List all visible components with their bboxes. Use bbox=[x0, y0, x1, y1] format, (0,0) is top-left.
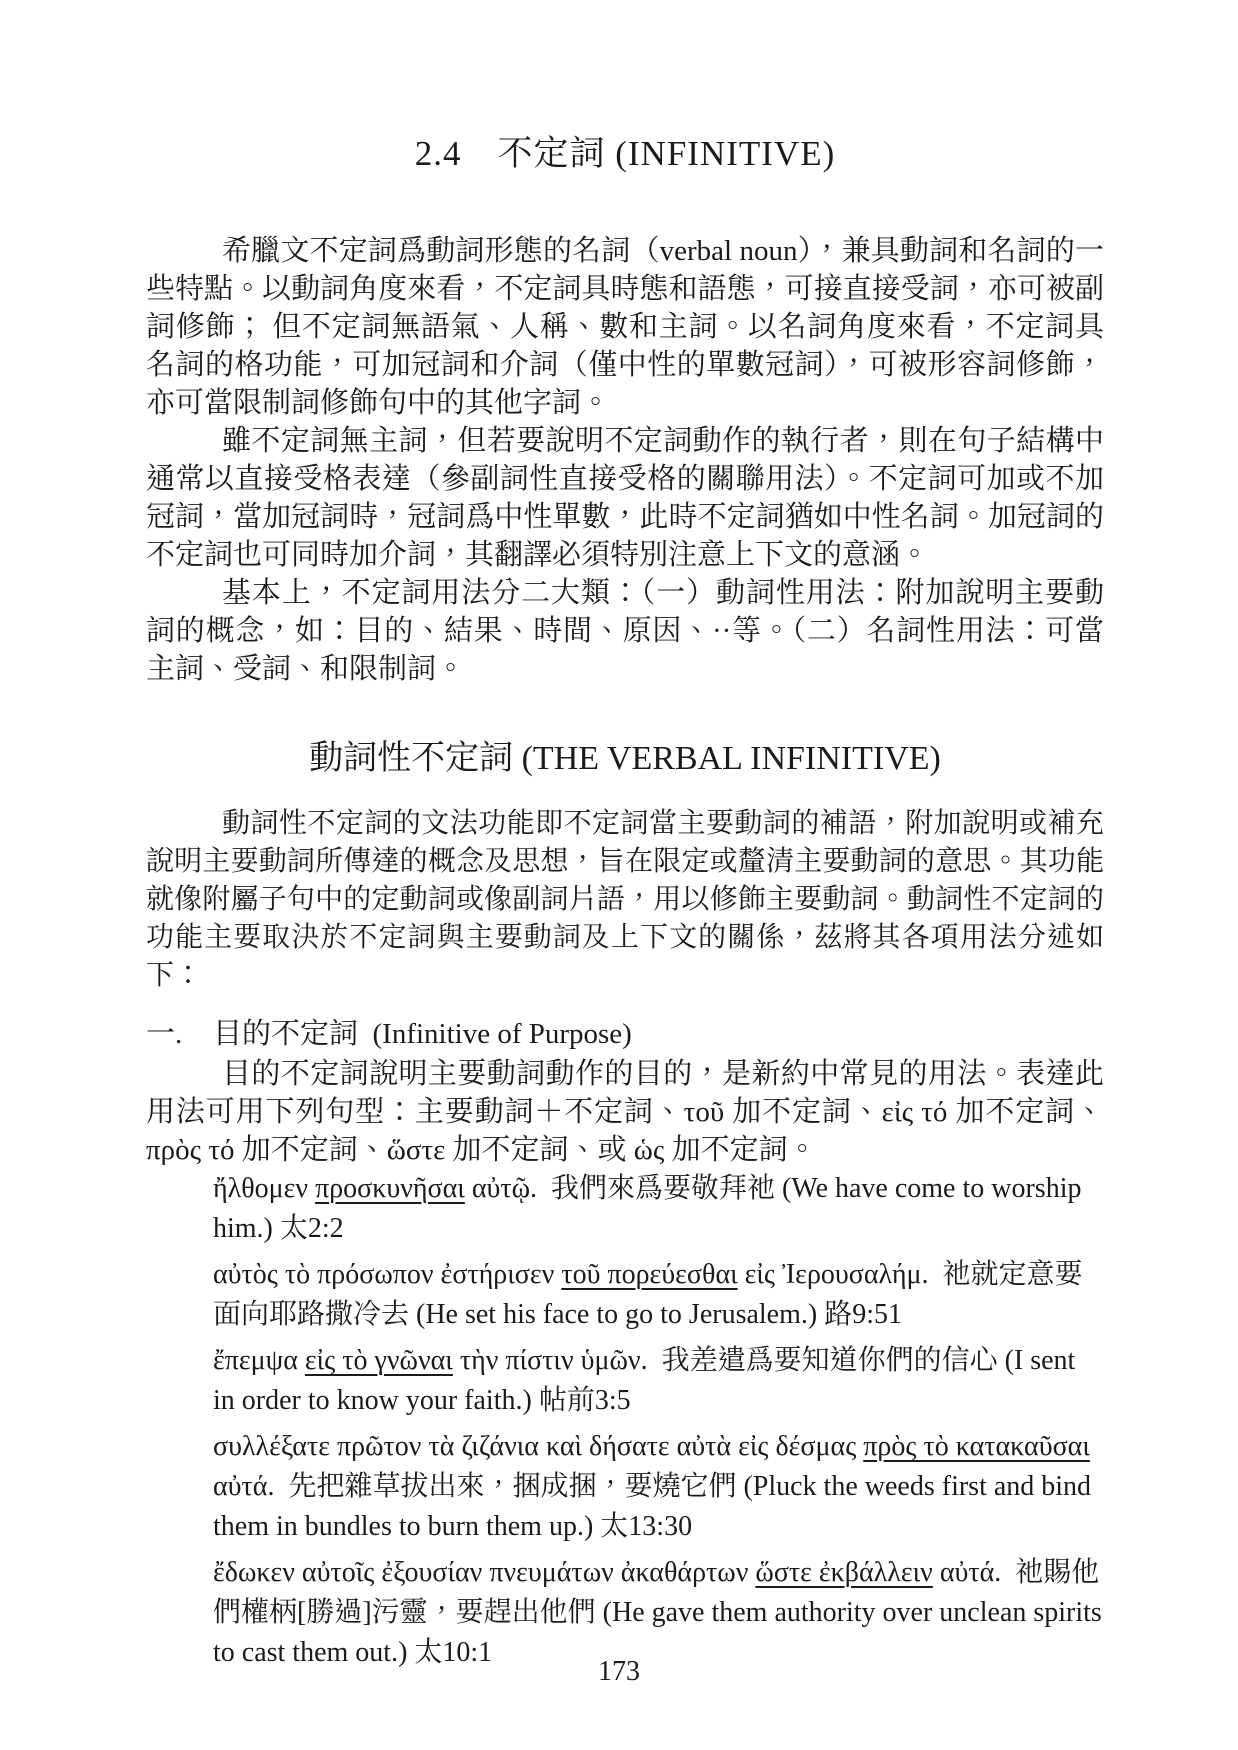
intro-paragraph-3: 基本上，不定詞用法分二大類：（一）動詞性用法：附加說明主要動詞的概念，如：目的、結果、時間、原因、··等。（二）名詞性用法：可當主詞、受詞、和限制詞。 bbox=[146, 577, 1104, 685]
example-sentence bbox=[213, 1427, 1104, 1547]
section-heading-verbal-infinitive: 動詞性不定詞 (THE VERBAL INFINITIVE) bbox=[309, 740, 941, 777]
underlined-infinitive: πρὸς τὸ κατακαῦσαι bbox=[863, 1431, 1090, 1462]
examples-list bbox=[213, 1169, 1109, 1673]
example-sentence bbox=[213, 1341, 1104, 1421]
chapter-title: 2.4 不定詞 (INFINITIVE) bbox=[414, 134, 836, 173]
text-run: ἔπεμψα bbox=[213, 1345, 305, 1376]
page-number: 173 bbox=[598, 1656, 640, 1687]
subsection-number: 一. bbox=[146, 1018, 183, 1050]
text-run: εἰς Ἰερουσαλήμ. 祂就定意要面向耶路撒冷去 (He set his face to go to Jerusalem.) 路9:51 bbox=[213, 1259, 1083, 1330]
example-sentence bbox=[213, 1169, 1104, 1249]
text-run: αὐτὸς τὸ πρόσωπον ἐστήρισεν bbox=[213, 1259, 562, 1290]
text-run: ἤλθομεν bbox=[213, 1173, 316, 1204]
text-run: αὐτῷ. 我們來爲要敬拜祂 (We have come to worship him.) 太2:2 bbox=[213, 1173, 1089, 1244]
intro-paragraph-2: 雖不定詞無主詞，但若要說明不定詞動作的執行者，則在句子結構中通常以直接受格表達（參副詞性直接受格的關聯用法）。不定詞可加或不加冠詞，當加冠詞時，冠詞爲中性單數，此時不定詞猶如中性名詞。加冠詞的不定詞也可同時加介詞，其翻譯必須特別注意上下文的意涵。 bbox=[146, 425, 1104, 571]
text-run: αὐτά. 祂賜他們權柄[勝過]污靈，要趕出他們 (He gave them authority over unclean spirits to cast them out.) 太10:1 bbox=[213, 1557, 1109, 1668]
underlined-infinitive: προσκυνῆσαι bbox=[315, 1173, 465, 1204]
underlined-infinitive: ὥστε ἐκβάλλειν bbox=[755, 1557, 933, 1588]
verbal-infinitive-paragraph: 動詞性不定詞的文法功能即不定詞當主要動詞的補語，附加說明或補充說明主要動詞所傳達的概念及思想，旨在限定或釐清主要動詞的意思。其功能就像附屬子句中的定動詞或像副詞片語，用以修飾主要動詞。動詞性不定詞的功能主要取決於不定詞與主要動詞及上下文的關係，茲將其各項用法分述如下： bbox=[146, 808, 1104, 991]
underlined-infinitive: τοῦ πορεύεσθαι bbox=[561, 1259, 738, 1290]
intro-paragraph-1: 希臘文不定詞爲動詞形態的名詞（verbal noun），兼具動詞和名詞的一些特點。以動詞角度來看，不定詞具時態和語態，可接直接受詞，亦可被副詞修飾； 但不定詞無語氣、人稱、數和主詞。以名詞角度來看，不定詞具名詞的格功能，可加冠詞和介詞（僅中性的單數冠詞），可被形容詞修飾，亦可當限制詞修飾句中的其他字詞。 bbox=[146, 235, 1104, 419]
text-run: ἔδωκεν αὐτοῖς ἐξουσίαν πνευμάτων ἀκαθάρτων bbox=[213, 1557, 756, 1588]
underlined-infinitive: εἰς τὸ γνῶναι bbox=[304, 1345, 453, 1376]
text-run: συλλέξατε πρῶτον τὰ ζιζάνια καὶ δήσατε αὐτὰ εἰς δέσμας bbox=[213, 1431, 864, 1462]
text-run: τὴν πίστιν ὑμῶν. 我差遣爲要知道你們的信心 (I sent in order to know your faith.) 帖前3:5 bbox=[213, 1345, 1083, 1416]
subsection-title: 目的不定詞 (Infinitive of Purpose) bbox=[213, 1018, 632, 1050]
purpose-paragraph: 目的不定詞說明主要動詞動作的目的，是新約中常見的用法。表達此用法可用下列句型：主要動詞＋不定詞、τοῦ 加不定詞、εἰς τό 加不定詞、πρὸς τό 加不定詞、ὥστε 加不定詞、或 ὡς 加不定詞。 bbox=[146, 1058, 1104, 1166]
example-sentence bbox=[213, 1553, 1109, 1673]
text-run: αὐτά. 先把雜草拔出來，捆成捆，要燒它們 (Pluck the weeds first and bind them in bundles to burn them up.) 太13:30 bbox=[213, 1431, 1099, 1542]
subsection-heading-purpose bbox=[146, 1015, 1104, 1053]
example-sentence bbox=[213, 1255, 1104, 1335]
